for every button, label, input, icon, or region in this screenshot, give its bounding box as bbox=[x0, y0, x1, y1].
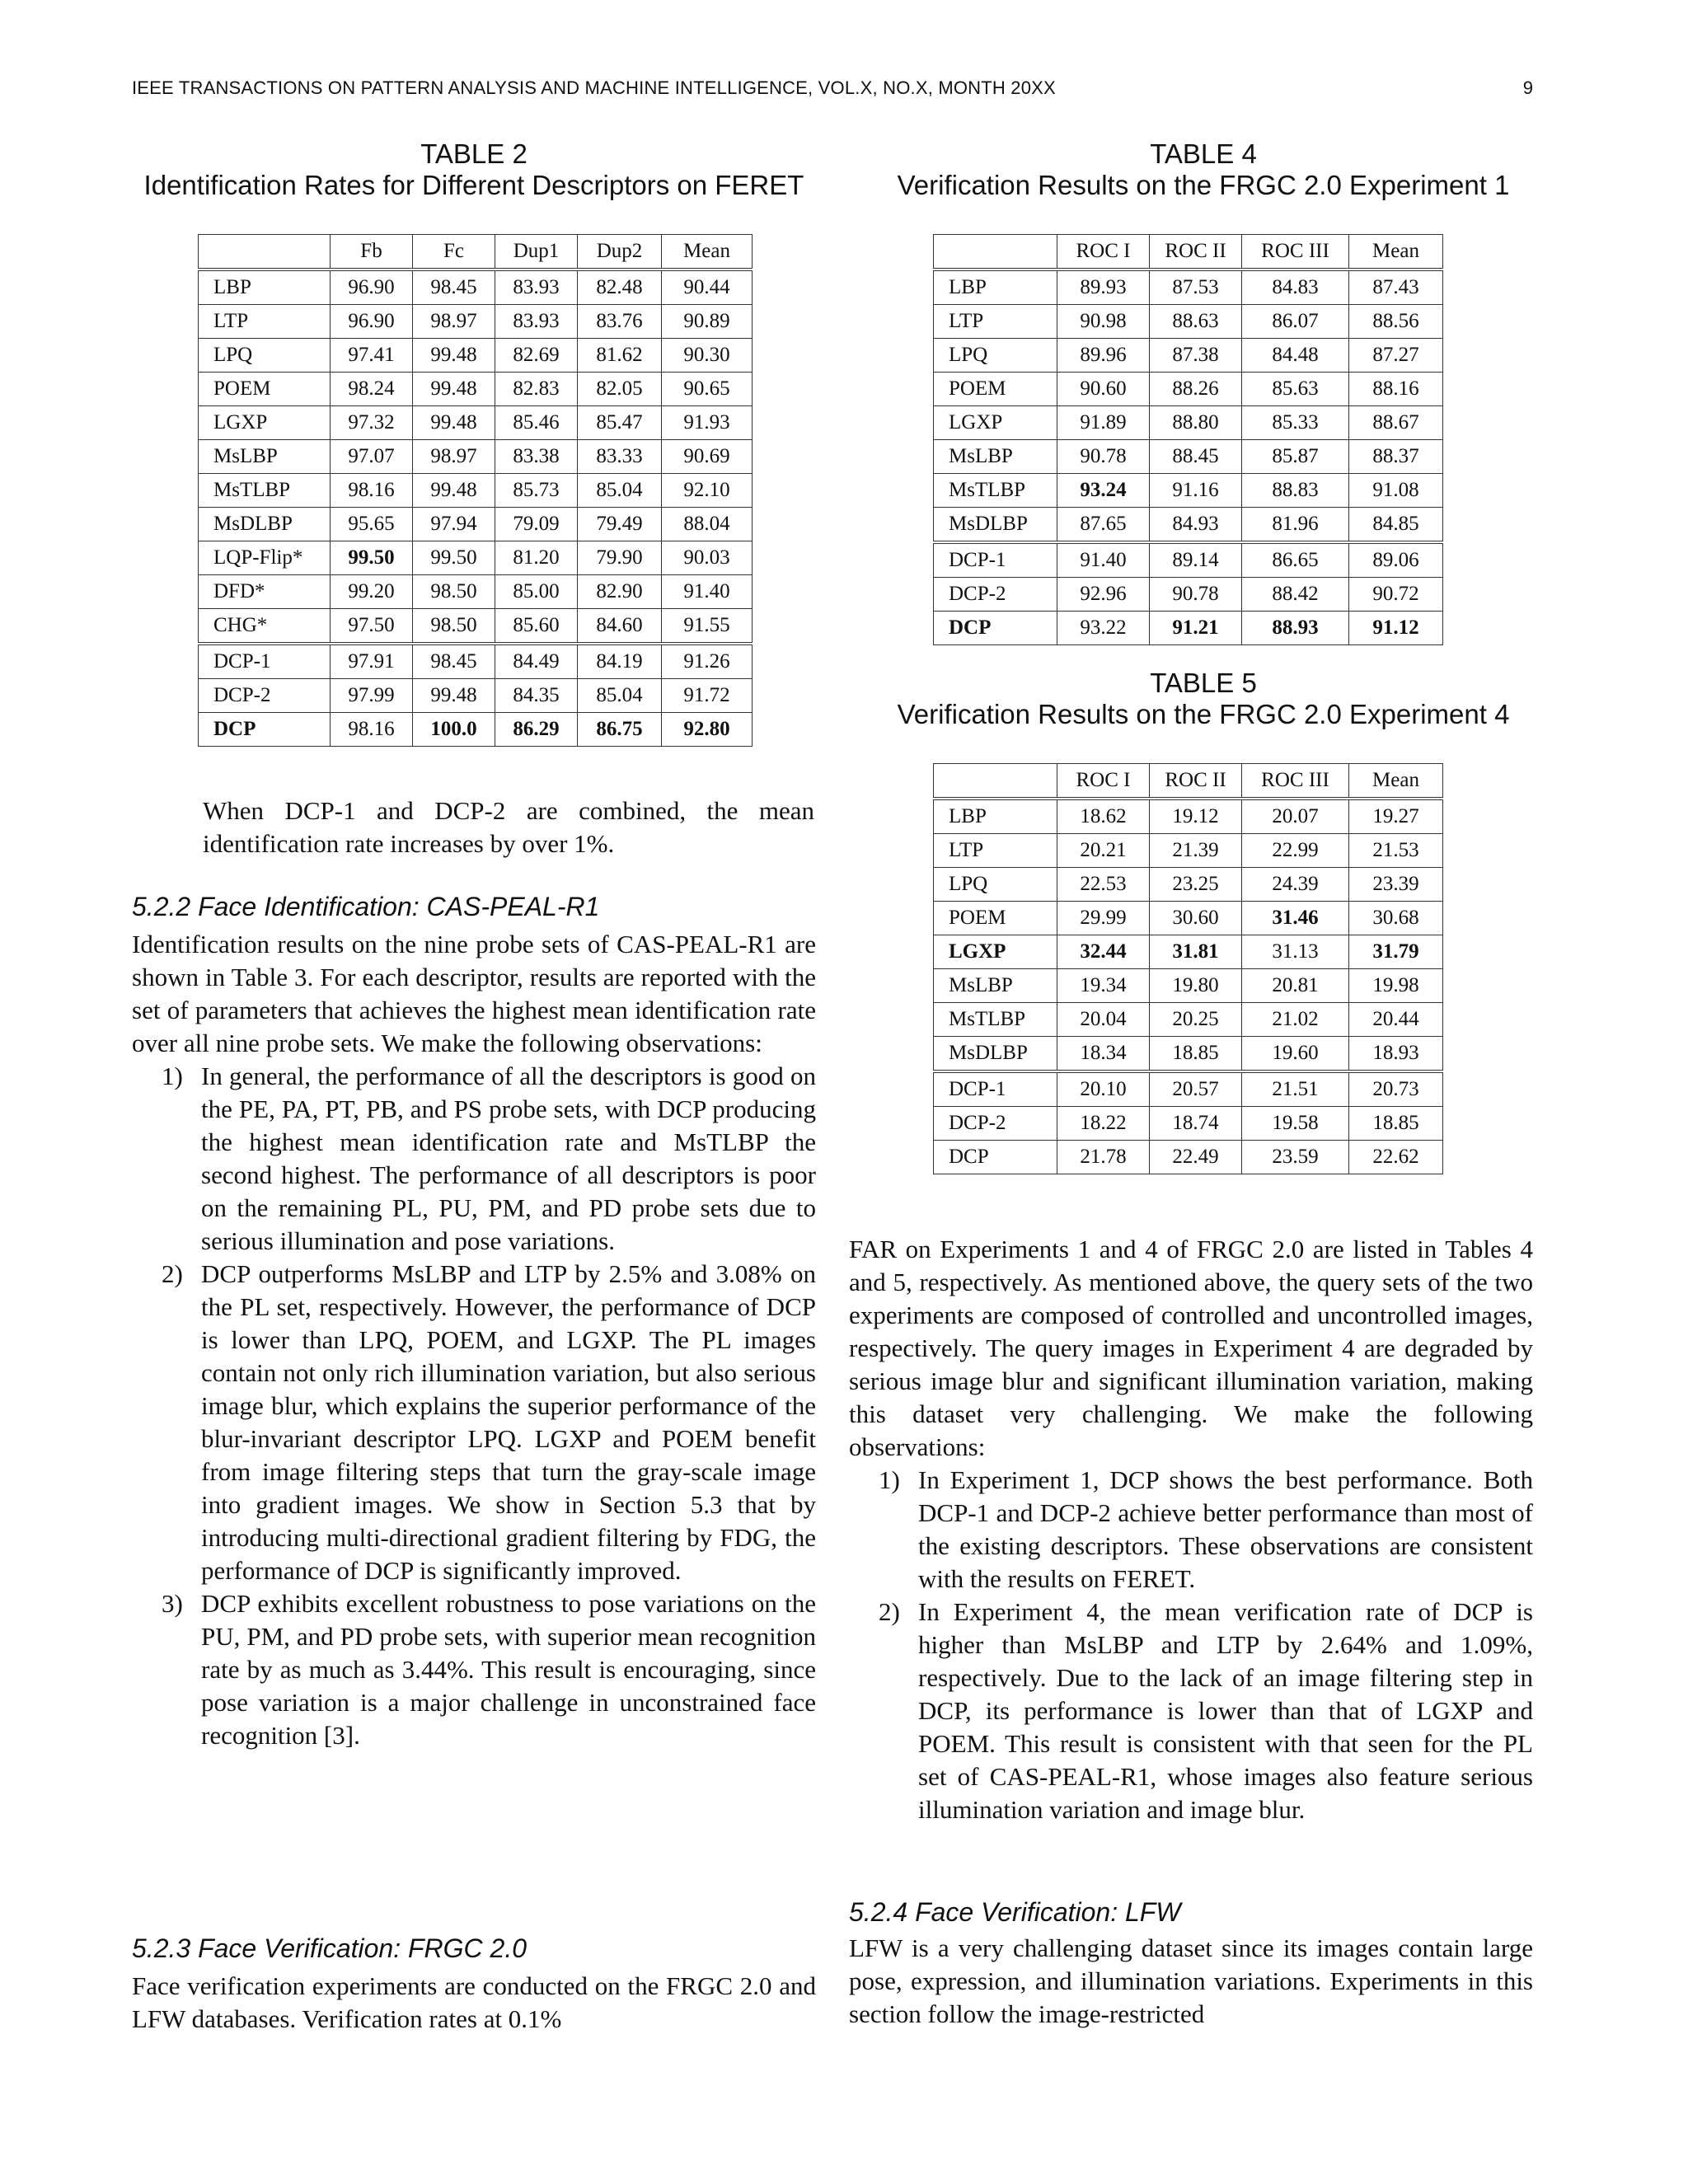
value-cell: 84.83 bbox=[1242, 269, 1349, 305]
row-label-cell: LBP bbox=[934, 799, 1057, 834]
table5-label: TABLE 5 bbox=[1150, 668, 1257, 698]
value-cell: 29.99 bbox=[1057, 902, 1150, 935]
frgc-observations bbox=[849, 1464, 1533, 1826]
value-cell: 82.48 bbox=[578, 269, 662, 305]
row-label-cell: LTP bbox=[934, 834, 1057, 868]
value-cell: 91.72 bbox=[662, 679, 753, 713]
value-cell: 92.96 bbox=[1057, 578, 1150, 612]
value-cell: 86.75 bbox=[578, 713, 662, 747]
value-cell: 19.27 bbox=[1349, 799, 1443, 834]
row-label-cell: MsDLBP bbox=[199, 508, 331, 541]
table-row bbox=[934, 868, 1443, 902]
table-row bbox=[934, 339, 1443, 373]
column-header: Fb bbox=[331, 235, 413, 270]
value-cell: 98.45 bbox=[413, 269, 495, 305]
table-row bbox=[934, 373, 1443, 406]
list-item bbox=[849, 1464, 1533, 1596]
value-cell: 97.94 bbox=[413, 508, 495, 541]
value-cell: 91.93 bbox=[662, 406, 753, 440]
value-cell: 98.16 bbox=[331, 474, 413, 508]
value-cell: 84.49 bbox=[495, 644, 578, 679]
value-cell: 23.39 bbox=[1349, 868, 1443, 902]
column-header: ROC II bbox=[1150, 764, 1242, 799]
list-number: 2) bbox=[162, 1259, 183, 1288]
value-cell: 87.27 bbox=[1349, 339, 1443, 373]
table-row bbox=[934, 799, 1443, 834]
value-cell: 85.47 bbox=[578, 406, 662, 440]
value-cell: 90.69 bbox=[662, 440, 753, 474]
table5-caption bbox=[857, 668, 1550, 730]
value-cell: 88.93 bbox=[1242, 612, 1349, 645]
value-cell: 21.02 bbox=[1242, 1003, 1349, 1037]
value-cell: 97.99 bbox=[331, 679, 413, 713]
column-header: ROC III bbox=[1242, 235, 1349, 270]
row-label-cell: MsTLBP bbox=[934, 1003, 1057, 1037]
column-header: Mean bbox=[1349, 235, 1443, 270]
value-cell: 91.12 bbox=[1349, 612, 1443, 645]
value-cell: 85.60 bbox=[495, 609, 578, 644]
table-row bbox=[199, 339, 753, 373]
value-cell: 18.34 bbox=[1057, 1037, 1150, 1072]
table-row bbox=[199, 406, 753, 440]
value-cell: 88.67 bbox=[1349, 406, 1443, 440]
value-cell: 91.55 bbox=[662, 609, 753, 644]
value-cell: 90.30 bbox=[662, 339, 753, 373]
row-label-cell: MsTLBP bbox=[934, 474, 1057, 508]
table-header-row bbox=[934, 764, 1443, 799]
table2 bbox=[198, 234, 753, 747]
value-cell: 88.04 bbox=[662, 508, 753, 541]
value-cell: 88.37 bbox=[1349, 440, 1443, 474]
section-5-2-2-body bbox=[132, 928, 816, 1752]
value-cell: 82.90 bbox=[578, 575, 662, 609]
value-cell: 88.42 bbox=[1242, 578, 1349, 612]
column-header: Mean bbox=[662, 235, 753, 270]
value-cell: 98.97 bbox=[413, 305, 495, 339]
value-cell: 79.90 bbox=[578, 541, 662, 575]
value-cell: 88.80 bbox=[1150, 406, 1242, 440]
row-label-cell: LPQ bbox=[934, 339, 1057, 373]
value-cell: 18.85 bbox=[1349, 1107, 1443, 1141]
header-corner-cell bbox=[934, 764, 1057, 799]
table2-label: TABLE 2 bbox=[420, 138, 528, 169]
intro-paragraph: When DCP-1 and DCP-2 are combined, the mean identification rate increases by over 1%. bbox=[203, 796, 814, 858]
value-cell: 84.35 bbox=[495, 679, 578, 713]
value-cell: 23.25 bbox=[1150, 868, 1242, 902]
value-cell: 20.81 bbox=[1242, 969, 1349, 1003]
value-cell: 85.00 bbox=[495, 575, 578, 609]
list-item bbox=[849, 1596, 1533, 1826]
value-cell: 18.85 bbox=[1150, 1037, 1242, 1072]
value-cell: 99.48 bbox=[413, 474, 495, 508]
table-row bbox=[199, 713, 753, 747]
value-cell: 87.38 bbox=[1150, 339, 1242, 373]
value-cell: 93.22 bbox=[1057, 612, 1150, 645]
row-label-cell: DCP-1 bbox=[934, 1071, 1057, 1107]
section-5-2-4-heading: 5.2.4 Face Verification: LFW bbox=[849, 1897, 1181, 1927]
value-cell: 20.44 bbox=[1349, 1003, 1443, 1037]
value-cell: 30.68 bbox=[1349, 902, 1443, 935]
header-corner-cell bbox=[199, 235, 331, 270]
table4 bbox=[933, 234, 1443, 645]
value-cell: 79.09 bbox=[495, 508, 578, 541]
column-header: Fc bbox=[413, 235, 495, 270]
value-cell: 82.69 bbox=[495, 339, 578, 373]
table5-title: Verification Results on the FRGC 2.0 Experiment 4 bbox=[897, 699, 1510, 729]
value-cell: 91.16 bbox=[1150, 474, 1242, 508]
value-cell: 89.93 bbox=[1057, 269, 1150, 305]
value-cell: 100.0 bbox=[413, 713, 495, 747]
value-cell: 31.81 bbox=[1150, 935, 1242, 969]
value-cell: 84.60 bbox=[578, 609, 662, 644]
table-row bbox=[199, 373, 753, 406]
value-cell: 88.45 bbox=[1150, 440, 1242, 474]
value-cell: 99.50 bbox=[413, 541, 495, 575]
table-row bbox=[934, 969, 1443, 1003]
table-row bbox=[199, 269, 753, 305]
value-cell: 19.58 bbox=[1242, 1107, 1349, 1141]
row-label-cell: LGXP bbox=[934, 935, 1057, 969]
value-cell: 19.12 bbox=[1150, 799, 1242, 834]
page-number: 9 bbox=[1522, 77, 1533, 98]
value-cell: 98.97 bbox=[413, 440, 495, 474]
value-cell: 31.79 bbox=[1349, 935, 1443, 969]
value-cell: 90.44 bbox=[662, 269, 753, 305]
table-row bbox=[934, 1107, 1443, 1141]
row-label-cell: DCP-2 bbox=[934, 578, 1057, 612]
row-label-cell: MsLBP bbox=[934, 969, 1057, 1003]
value-cell: 91.21 bbox=[1150, 612, 1242, 645]
value-cell: 31.13 bbox=[1242, 935, 1349, 969]
table-row bbox=[199, 440, 753, 474]
table4-label: TABLE 4 bbox=[1150, 138, 1257, 169]
value-cell: 91.89 bbox=[1057, 406, 1150, 440]
value-cell: 22.49 bbox=[1150, 1141, 1242, 1174]
row-label-cell: LTP bbox=[934, 305, 1057, 339]
value-cell: 91.26 bbox=[662, 644, 753, 679]
row-label-cell: MsDLBP bbox=[934, 508, 1057, 543]
table-row bbox=[934, 406, 1443, 440]
row-label-cell: LGXP bbox=[934, 406, 1057, 440]
value-cell: 19.80 bbox=[1150, 969, 1242, 1003]
value-cell: 88.16 bbox=[1349, 373, 1443, 406]
value-cell: 85.33 bbox=[1242, 406, 1349, 440]
value-cell: 88.63 bbox=[1150, 305, 1242, 339]
table-row bbox=[934, 834, 1443, 868]
value-cell: 88.83 bbox=[1242, 474, 1349, 508]
value-cell: 82.05 bbox=[578, 373, 662, 406]
value-cell: 91.40 bbox=[662, 575, 753, 609]
list-text: In Experiment 1, DCP shows the best performance. Both DCP-1 and DCP-2 achieve better performance than most of the existing descriptors. These observations are consistent with the results on FERET. bbox=[918, 1465, 1533, 1593]
table-row bbox=[934, 1037, 1443, 1072]
value-cell: 96.90 bbox=[331, 305, 413, 339]
table-row bbox=[934, 902, 1443, 935]
value-cell: 90.65 bbox=[662, 373, 753, 406]
value-cell: 31.46 bbox=[1242, 902, 1349, 935]
table-row bbox=[934, 508, 1443, 543]
value-cell: 19.60 bbox=[1242, 1037, 1349, 1072]
value-cell: 91.08 bbox=[1349, 474, 1443, 508]
value-cell: 92.80 bbox=[662, 713, 753, 747]
value-cell: 24.39 bbox=[1242, 868, 1349, 902]
table-row bbox=[199, 679, 753, 713]
value-cell: 96.90 bbox=[331, 269, 413, 305]
value-cell: 21.39 bbox=[1150, 834, 1242, 868]
section-5-2-3-heading: 5.2.3 Face Verification: FRGC 2.0 bbox=[132, 1933, 528, 1963]
value-cell: 82.83 bbox=[495, 373, 578, 406]
value-cell: 83.33 bbox=[578, 440, 662, 474]
row-label-cell: DCP-2 bbox=[199, 679, 331, 713]
row-label-cell: DCP-1 bbox=[934, 542, 1057, 578]
list-number: 3) bbox=[162, 1589, 183, 1618]
table-row bbox=[934, 935, 1443, 969]
row-label-cell: MsTLBP bbox=[199, 474, 331, 508]
table-row bbox=[199, 609, 753, 644]
value-cell: 22.53 bbox=[1057, 868, 1150, 902]
section-5-2-2-paragraph: Identification results on the nine probe sets of CAS-PEAL-R1 are shown in Table 3. For each descriptor, results are reported with the set of parameters that achieves the highest mean identification rate over all nine probe sets. We make the following observations: bbox=[132, 930, 816, 1057]
table-header-row bbox=[199, 235, 753, 270]
value-cell: 97.91 bbox=[331, 644, 413, 679]
value-cell: 20.21 bbox=[1057, 834, 1150, 868]
row-label-cell: MsLBP bbox=[199, 440, 331, 474]
table-row bbox=[199, 541, 753, 575]
value-cell: 32.44 bbox=[1057, 935, 1150, 969]
value-cell: 87.53 bbox=[1150, 269, 1242, 305]
value-cell: 90.78 bbox=[1057, 440, 1150, 474]
value-cell: 22.99 bbox=[1242, 834, 1349, 868]
row-label-cell: LGXP bbox=[199, 406, 331, 440]
value-cell: 83.76 bbox=[578, 305, 662, 339]
value-cell: 30.60 bbox=[1150, 902, 1242, 935]
row-label-cell: POEM bbox=[199, 373, 331, 406]
value-cell: 97.50 bbox=[331, 609, 413, 644]
value-cell: 85.04 bbox=[578, 474, 662, 508]
row-label-cell: POEM bbox=[934, 373, 1057, 406]
value-cell: 20.57 bbox=[1150, 1071, 1242, 1107]
table-row bbox=[934, 1141, 1443, 1174]
row-label-cell: MsDLBP bbox=[934, 1037, 1057, 1072]
list-item bbox=[132, 1258, 816, 1587]
value-cell: 18.22 bbox=[1057, 1107, 1150, 1141]
column-header: ROC II bbox=[1150, 235, 1242, 270]
value-cell: 85.04 bbox=[578, 679, 662, 713]
value-cell: 85.87 bbox=[1242, 440, 1349, 474]
section-5-2-3-paragraph: Face verification experiments are conducted on the FRGC 2.0 and LFW databases. Verification rates at 0.1% bbox=[132, 1971, 816, 2033]
table-row bbox=[199, 508, 753, 541]
value-cell: 21.53 bbox=[1349, 834, 1443, 868]
value-cell: 86.65 bbox=[1242, 542, 1349, 578]
value-cell: 22.62 bbox=[1349, 1141, 1443, 1174]
cas-peal-observations bbox=[132, 1060, 816, 1752]
value-cell: 90.72 bbox=[1349, 578, 1443, 612]
value-cell: 89.96 bbox=[1057, 339, 1150, 373]
list-item bbox=[132, 1587, 816, 1752]
table-row bbox=[934, 1003, 1443, 1037]
column-header: ROC I bbox=[1057, 764, 1150, 799]
value-cell: 18.93 bbox=[1349, 1037, 1443, 1072]
running-header bbox=[132, 77, 1533, 107]
section-5-2-4-paragraph: LFW is a very challenging dataset since its images contain large pose, expression, and illumination variations. Experiments in this section follow the image-restricted bbox=[849, 1933, 1533, 2028]
value-cell: 89.14 bbox=[1150, 542, 1242, 578]
value-cell: 79.49 bbox=[578, 508, 662, 541]
table-row bbox=[199, 644, 753, 679]
row-label-cell: POEM bbox=[934, 902, 1057, 935]
value-cell: 85.73 bbox=[495, 474, 578, 508]
list-number: 1) bbox=[879, 1465, 900, 1494]
table-row bbox=[199, 474, 753, 508]
table-row bbox=[934, 474, 1443, 508]
value-cell: 86.07 bbox=[1242, 305, 1349, 339]
value-cell: 98.50 bbox=[413, 575, 495, 609]
value-cell: 20.10 bbox=[1057, 1071, 1150, 1107]
value-cell: 21.78 bbox=[1057, 1141, 1150, 1174]
value-cell: 81.96 bbox=[1242, 508, 1349, 543]
value-cell: 97.41 bbox=[331, 339, 413, 373]
row-label-cell: LBP bbox=[199, 269, 331, 305]
column-header: ROC III bbox=[1242, 764, 1349, 799]
table2-title: Identification Rates for Different Descriptors on FERET bbox=[143, 170, 804, 200]
value-cell: 88.56 bbox=[1349, 305, 1443, 339]
value-cell: 84.19 bbox=[578, 644, 662, 679]
table-row bbox=[934, 305, 1443, 339]
table2-caption bbox=[132, 138, 816, 201]
value-cell: 99.48 bbox=[413, 373, 495, 406]
column-header: Dup1 bbox=[495, 235, 578, 270]
list-text: DCP exhibits excellent robustness to pose variations on the PU, PM, and PD probe sets, with superior mean recognition rate by as much as 3.44%. This result is encouraging, since pose variation is a major challenge in unconstrained face recognition [3]. bbox=[201, 1589, 816, 1750]
table-header-row bbox=[934, 235, 1443, 270]
column-header: Dup2 bbox=[578, 235, 662, 270]
value-cell: 87.65 bbox=[1057, 508, 1150, 543]
value-cell: 98.24 bbox=[331, 373, 413, 406]
value-cell: 83.93 bbox=[495, 305, 578, 339]
value-cell: 99.50 bbox=[331, 541, 413, 575]
table4-title: Verification Results on the FRGC 2.0 Experiment 1 bbox=[897, 170, 1510, 200]
table-row bbox=[934, 269, 1443, 305]
row-label-cell: MsLBP bbox=[934, 440, 1057, 474]
value-cell: 86.29 bbox=[495, 713, 578, 747]
table-row bbox=[934, 578, 1443, 612]
column-header: Mean bbox=[1349, 764, 1443, 799]
value-cell: 99.48 bbox=[413, 679, 495, 713]
row-label-cell: DCP-1 bbox=[199, 644, 331, 679]
value-cell: 85.46 bbox=[495, 406, 578, 440]
value-cell: 87.43 bbox=[1349, 269, 1443, 305]
value-cell: 84.48 bbox=[1242, 339, 1349, 373]
value-cell: 90.89 bbox=[662, 305, 753, 339]
value-cell: 84.85 bbox=[1349, 508, 1443, 543]
row-label-cell: DCP bbox=[934, 1141, 1057, 1174]
list-number: 2) bbox=[879, 1597, 900, 1626]
value-cell: 99.20 bbox=[331, 575, 413, 609]
right-column-body bbox=[849, 1233, 1533, 1826]
row-label-cell: LQP-Flip* bbox=[199, 541, 331, 575]
list-text: In Experiment 4, the mean verification rate of DCP is higher than MsLBP and LTP by 2.64% and 1.09%, respectively. Due to the lack of an image filtering step in DCP, its performance is lower than that of LGXP and POEM. This result is consistent with that seen for the PL set of CAS-PEAL-R1, whose images also feature serious illumination variation and image blur. bbox=[918, 1597, 1533, 1824]
value-cell: 97.07 bbox=[331, 440, 413, 474]
value-cell: 90.78 bbox=[1150, 578, 1242, 612]
column-header: ROC I bbox=[1057, 235, 1150, 270]
value-cell: 19.98 bbox=[1349, 969, 1443, 1003]
row-label-cell: DCP bbox=[199, 713, 331, 747]
value-cell: 99.48 bbox=[413, 406, 495, 440]
value-cell: 99.48 bbox=[413, 339, 495, 373]
section-5-2-2-heading: 5.2.2 Face Identification: CAS-PEAL-R1 bbox=[132, 892, 600, 921]
value-cell: 98.50 bbox=[413, 609, 495, 644]
value-cell: 98.16 bbox=[331, 713, 413, 747]
value-cell: 81.20 bbox=[495, 541, 578, 575]
value-cell: 92.10 bbox=[662, 474, 753, 508]
list-text: In general, the performance of all the descriptors is good on the PE, PA, PT, PB, and PS probe sets, with DCP producing the highest mean identification rate and MsTLBP the second highest. The performance of all descriptors is poor on the remaining PL, PU, PM, and PD probe sets due to serious illumination and pose variations. bbox=[201, 1062, 816, 1255]
value-cell: 85.63 bbox=[1242, 373, 1349, 406]
value-cell: 98.45 bbox=[413, 644, 495, 679]
value-cell: 84.93 bbox=[1150, 508, 1242, 543]
table-row bbox=[934, 612, 1443, 645]
row-label-cell: DCP-2 bbox=[934, 1107, 1057, 1141]
value-cell: 97.32 bbox=[331, 406, 413, 440]
frgc-paragraph: FAR on Experiments 1 and 4 of FRGC 2.0 are listed in Tables 4 and 5, respectively. As mentioned above, the query sets of the two experiments are composed of controlled and uncontrolled images, respectively. The query images in Experiment 4 are degraded by serious image blur and significant illumination variation, making this dataset very challenging. We make the following observations: bbox=[849, 1235, 1533, 1461]
row-label-cell: CHG* bbox=[199, 609, 331, 644]
row-label-cell: LPQ bbox=[199, 339, 331, 373]
value-cell: 91.40 bbox=[1057, 542, 1150, 578]
value-cell: 19.34 bbox=[1057, 969, 1150, 1003]
table5 bbox=[933, 763, 1443, 1174]
table-row bbox=[934, 440, 1443, 474]
value-cell: 89.06 bbox=[1349, 542, 1443, 578]
value-cell: 83.93 bbox=[495, 269, 578, 305]
row-label-cell: LBP bbox=[934, 269, 1057, 305]
value-cell: 95.65 bbox=[331, 508, 413, 541]
table-row bbox=[199, 575, 753, 609]
journal-title: IEEE TRANSACTIONS ON PATTERN ANALYSIS AND MACHINE INTELLIGENCE, VOL.X, NO.X, MONTH 20XX bbox=[132, 77, 1056, 98]
value-cell: 21.51 bbox=[1242, 1071, 1349, 1107]
value-cell: 20.04 bbox=[1057, 1003, 1150, 1037]
row-label-cell: LTP bbox=[199, 305, 331, 339]
list-item bbox=[132, 1060, 816, 1258]
value-cell: 81.62 bbox=[578, 339, 662, 373]
value-cell: 20.07 bbox=[1242, 799, 1349, 834]
row-label-cell: LPQ bbox=[934, 868, 1057, 902]
value-cell: 90.60 bbox=[1057, 373, 1150, 406]
row-label-cell: DCP bbox=[934, 612, 1057, 645]
value-cell: 18.62 bbox=[1057, 799, 1150, 834]
value-cell: 93.24 bbox=[1057, 474, 1150, 508]
value-cell: 90.98 bbox=[1057, 305, 1150, 339]
value-cell: 88.26 bbox=[1150, 373, 1242, 406]
list-number: 1) bbox=[162, 1062, 183, 1090]
value-cell: 20.73 bbox=[1349, 1071, 1443, 1107]
table-row bbox=[934, 542, 1443, 578]
value-cell: 90.03 bbox=[662, 541, 753, 575]
table-row bbox=[934, 1071, 1443, 1107]
value-cell: 18.74 bbox=[1150, 1107, 1242, 1141]
header-corner-cell bbox=[934, 235, 1057, 270]
table-row bbox=[199, 305, 753, 339]
value-cell: 20.25 bbox=[1150, 1003, 1242, 1037]
value-cell: 23.59 bbox=[1242, 1141, 1349, 1174]
list-text: DCP outperforms MsLBP and LTP by 2.5% and 3.08% on the PL set, respectively. However, the performance of DCP is lower than LPQ, POEM, and LGXP. The PL images contain not only rich illumination variation, but also serious image blur, which explains the superior performance of the blur-invariant descriptor LPQ. LGXP and POEM benefit from image filtering steps that turn the gray-scale image into gradient images. We show in Section 5.3 that by introducing multi-directional gradient filtering by FDG, the performance of DCP is significantly improved. bbox=[201, 1259, 816, 1585]
value-cell: 83.38 bbox=[495, 440, 578, 474]
row-label-cell: DFD* bbox=[199, 575, 331, 609]
table4-caption bbox=[857, 138, 1550, 201]
